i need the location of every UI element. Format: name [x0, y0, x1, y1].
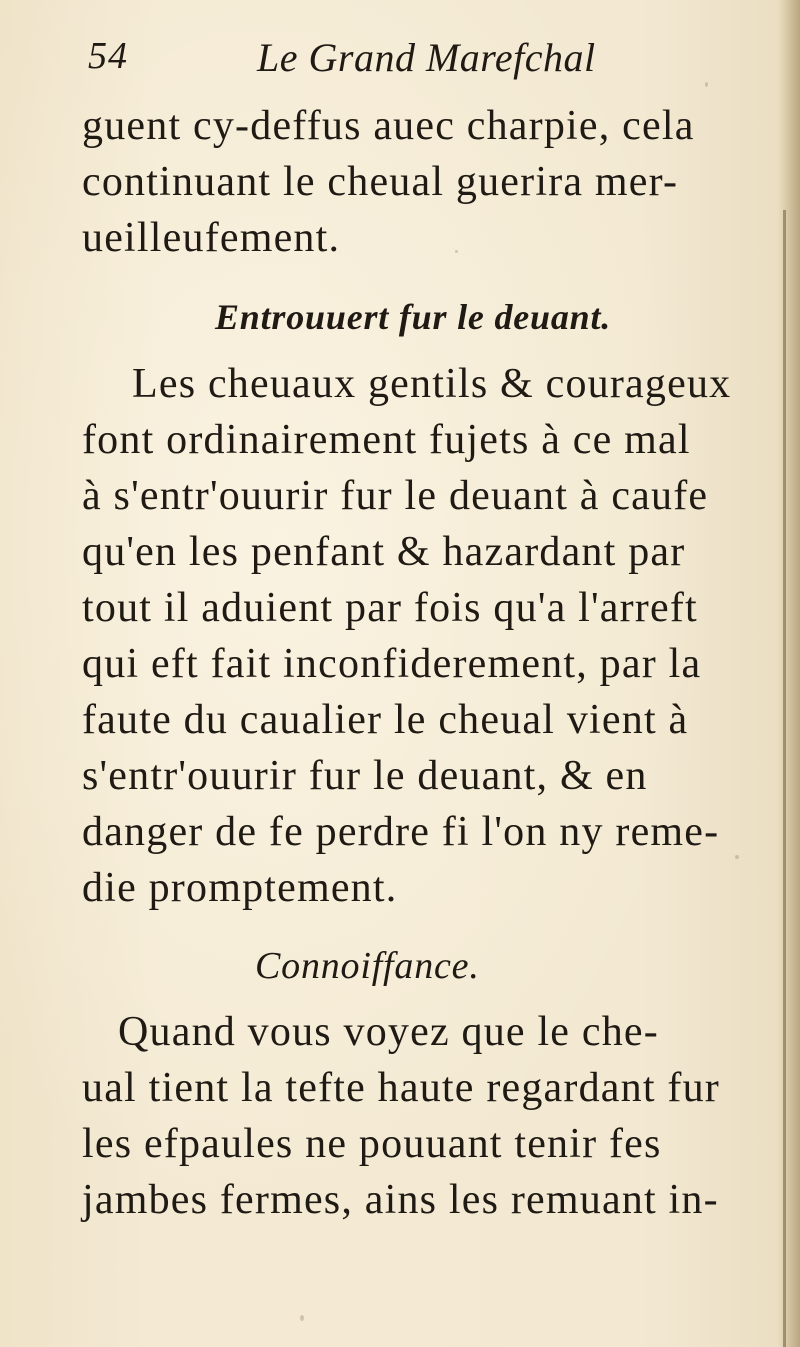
- text-line: jambes fermes, ains les remuant in-: [82, 1177, 719, 1223]
- text-line: danger de fe perdre fi l'on ny reme-: [82, 809, 720, 855]
- text-line: les efpaules ne pouuant tenir fes: [82, 1121, 662, 1167]
- binding-edge: [783, 210, 786, 1347]
- section-heading: Connoiffance.: [255, 945, 480, 987]
- text-line: qu'en les penfant & hazardant par: [82, 529, 686, 575]
- text-line: Les cheuaux gentils & courageux: [132, 361, 732, 407]
- page-number: 54: [88, 35, 128, 77]
- text-line: qui eft fait inconfiderement, par la: [82, 641, 702, 687]
- text-line: ual tient la tefte haute regardant fur: [82, 1065, 720, 1111]
- paper-speck: [735, 855, 739, 859]
- text-line: s'entr'ouurir fur le deuant, & en: [82, 753, 648, 799]
- running-head: [82, 34, 722, 94]
- text-line: guent cy-deffus auec charpie, cela: [82, 103, 695, 149]
- text-line: continuant le cheual guerira mer-: [82, 159, 679, 205]
- text-line: ueilleufement.: [82, 215, 341, 261]
- text-line: font ordinairement fujets à ce mal: [82, 417, 691, 463]
- paper-speck: [455, 250, 458, 253]
- text-line: die promptement.: [82, 865, 398, 911]
- text-line: Quand vous voyez que le che-: [118, 1009, 659, 1055]
- section-heading: Entrouuert fur le deuant.: [215, 297, 612, 337]
- page-gutter-shadow: [778, 0, 800, 1347]
- paper-speck: [705, 82, 708, 87]
- text-line: tout il aduient par fois qu'a l'arreft: [82, 585, 698, 631]
- text-line: à s'entr'ouurir fur le deuant à caufe: [82, 473, 709, 519]
- text-line: faute du caualier le cheual vient à: [82, 697, 689, 743]
- running-head-title: Le Grand Marefchal: [257, 35, 596, 80]
- paper-speck: [300, 1315, 304, 1321]
